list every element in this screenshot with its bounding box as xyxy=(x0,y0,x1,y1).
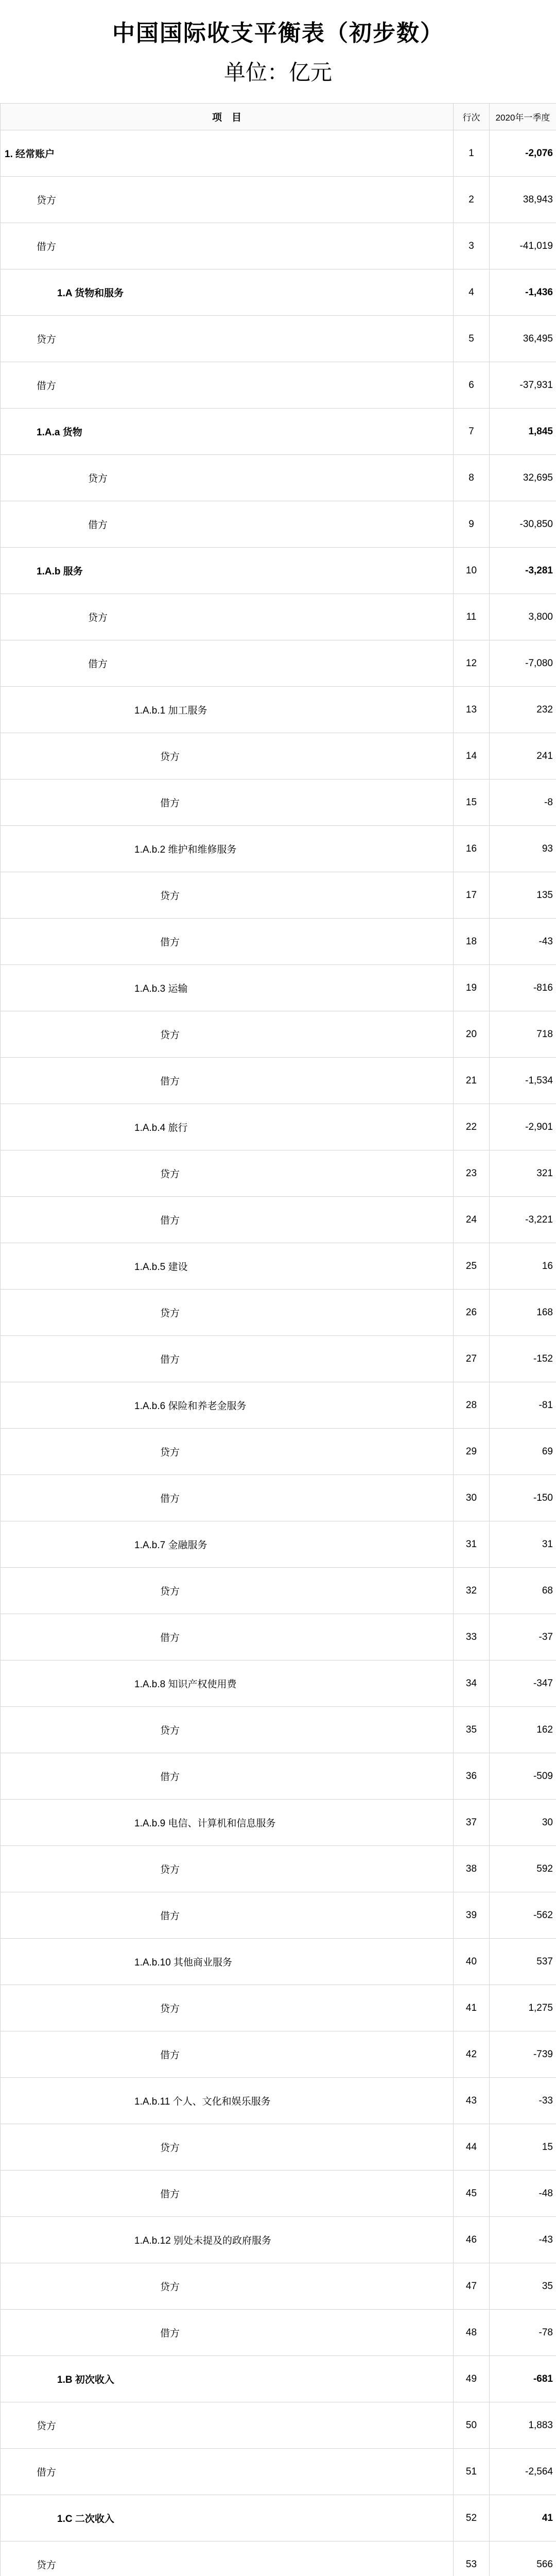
table-row xyxy=(1,1429,556,1475)
row-value: -816 xyxy=(490,965,556,1011)
row-item-label: 借方 xyxy=(1,2031,454,2078)
table-row xyxy=(1,779,556,826)
row-line-number: 11 xyxy=(454,594,490,640)
row-line-number: 19 xyxy=(454,965,490,1011)
row-value: 718 xyxy=(490,1011,556,1058)
row-value: 15 xyxy=(490,2124,556,2171)
row-item-label: 贷方 xyxy=(1,1429,454,1475)
row-value: 38,943 xyxy=(490,177,556,223)
table-row xyxy=(1,2263,556,2310)
row-value: -3,221 xyxy=(490,1197,556,1243)
row-line-number: 29 xyxy=(454,1429,490,1475)
row-value: 32,695 xyxy=(490,455,556,501)
row-line-number: 51 xyxy=(454,2449,490,2495)
row-line-number: 30 xyxy=(454,1475,490,1521)
row-item-label: 贷方 xyxy=(1,594,454,640)
table-row xyxy=(1,594,556,640)
header-value: 2020年一季度 xyxy=(490,104,556,130)
row-value: -3,281 xyxy=(490,548,556,594)
row-item-label: 1.B 初次收入 xyxy=(1,2356,454,2402)
row-line-number: 41 xyxy=(454,1985,490,2031)
table-row xyxy=(1,316,556,362)
table-row xyxy=(1,362,556,409)
table-body xyxy=(1,130,556,2576)
row-item-label: 1.A.b.5 建设 xyxy=(1,1243,454,1290)
row-item-label: 借方 xyxy=(1,1475,454,1521)
table-row xyxy=(1,1660,556,1707)
row-line-number: 4 xyxy=(454,269,490,316)
table-row xyxy=(1,1336,556,1382)
row-value: 241 xyxy=(490,733,556,779)
row-item-label: 1.A.b.11 个人、文化和娱乐服务 xyxy=(1,2078,454,2124)
row-line-number: 26 xyxy=(454,1290,490,1336)
table-row xyxy=(1,1846,556,1892)
row-item-label: 1.A.b.12 别处未提及的政府服务 xyxy=(1,2217,454,2263)
row-value: 3,800 xyxy=(490,594,556,640)
row-item-label: 借方 xyxy=(1,779,454,826)
table-row xyxy=(1,640,556,687)
row-line-number: 48 xyxy=(454,2310,490,2356)
table-row xyxy=(1,1243,556,1290)
row-item-label: 借方 xyxy=(1,2171,454,2217)
table-row xyxy=(1,1011,556,1058)
table-row xyxy=(1,2356,556,2402)
row-value: -37 xyxy=(490,1614,556,1660)
row-value: 1,845 xyxy=(490,409,556,455)
table-row xyxy=(1,455,556,501)
row-item-label: 借方 xyxy=(1,501,454,548)
row-line-number: 35 xyxy=(454,1707,490,1753)
table-row xyxy=(1,1614,556,1660)
row-value: -41,019 xyxy=(490,223,556,269)
row-item-label: 1.A.b.6 保险和养老金服务 xyxy=(1,1382,454,1429)
row-item-label: 贷方 xyxy=(1,1568,454,1614)
table-row xyxy=(1,826,556,872)
row-line-number: 37 xyxy=(454,1800,490,1846)
row-item-label: 1.A.b.9 电信、计算机和信息服务 xyxy=(1,1800,454,1846)
table-row xyxy=(1,687,556,733)
row-item-label: 1.A.b.2 维护和维修服务 xyxy=(1,826,454,872)
row-item-label: 贷方 xyxy=(1,1290,454,1336)
row-line-number: 50 xyxy=(454,2402,490,2449)
row-value: -33 xyxy=(490,2078,556,2124)
row-line-number: 16 xyxy=(454,826,490,872)
row-value: 16 xyxy=(490,1243,556,1290)
row-item-label: 借方 xyxy=(1,362,454,409)
row-item-label: 贷方 xyxy=(1,1011,454,1058)
row-item-label: 1.A.b.3 运输 xyxy=(1,965,454,1011)
row-line-number: 43 xyxy=(454,2078,490,2124)
table-row xyxy=(1,177,556,223)
row-value: 168 xyxy=(490,1290,556,1336)
table-row xyxy=(1,919,556,965)
table-row xyxy=(1,409,556,455)
table-row xyxy=(1,965,556,1011)
row-item-label: 1.A.b.7 金融服务 xyxy=(1,1521,454,1568)
row-value: 162 xyxy=(490,1707,556,1753)
row-item-label: 贷方 xyxy=(1,872,454,919)
table-row xyxy=(1,1707,556,1753)
row-value: -48 xyxy=(490,2171,556,2217)
row-value: -43 xyxy=(490,919,556,965)
row-line-number: 31 xyxy=(454,1521,490,1568)
row-item-label: 贷方 xyxy=(1,455,454,501)
row-value: 36,495 xyxy=(490,316,556,362)
row-line-number: 21 xyxy=(454,1058,490,1104)
table-row xyxy=(1,1892,556,1939)
row-value: -681 xyxy=(490,2356,556,2402)
row-line-number: 24 xyxy=(454,1197,490,1243)
row-item-label: 贷方 xyxy=(1,1985,454,2031)
table-row xyxy=(1,548,556,594)
row-item-label: 借方 xyxy=(1,640,454,687)
row-line-number: 38 xyxy=(454,1846,490,1892)
row-item-label: 贷方 xyxy=(1,2263,454,2310)
row-line-number: 1 xyxy=(454,130,490,177)
row-line-number: 32 xyxy=(454,1568,490,1614)
row-line-number: 33 xyxy=(454,1614,490,1660)
row-line-number: 45 xyxy=(454,2171,490,2217)
table-row xyxy=(1,501,556,548)
row-line-number: 36 xyxy=(454,1753,490,1800)
row-line-number: 47 xyxy=(454,2263,490,2310)
row-item-label: 1.A.b.4 旅行 xyxy=(1,1104,454,1150)
table-header-row xyxy=(1,104,556,130)
table-row xyxy=(1,1475,556,1521)
row-item-label: 贷方 xyxy=(1,1707,454,1753)
row-value: -78 xyxy=(490,2310,556,2356)
table-row xyxy=(1,2031,556,2078)
table-row xyxy=(1,2124,556,2171)
row-line-number: 6 xyxy=(454,362,490,409)
row-value: 537 xyxy=(490,1939,556,1985)
row-item-label: 借方 xyxy=(1,223,454,269)
row-line-number: 25 xyxy=(454,1243,490,1290)
row-item-label: 贷方 xyxy=(1,1150,454,1197)
row-line-number: 23 xyxy=(454,1150,490,1197)
row-item-label: 借方 xyxy=(1,919,454,965)
row-value: -562 xyxy=(490,1892,556,1939)
row-item-label: 贷方 xyxy=(1,1846,454,1892)
row-item-label: 借方 xyxy=(1,1614,454,1660)
row-value: -2,076 xyxy=(490,130,556,177)
table-row xyxy=(1,269,556,316)
row-value: 592 xyxy=(490,1846,556,1892)
row-item-label: 贷方 xyxy=(1,316,454,362)
row-item-label: 贷方 xyxy=(1,2124,454,2171)
row-value: -347 xyxy=(490,1660,556,1707)
row-line-number: 22 xyxy=(454,1104,490,1150)
row-line-number: 49 xyxy=(454,2356,490,2402)
row-item-label: 1.A.b.8 知识产权使用费 xyxy=(1,1660,454,1707)
row-line-number: 27 xyxy=(454,1336,490,1382)
row-value: 30 xyxy=(490,1800,556,1846)
table-row xyxy=(1,1985,556,2031)
row-line-number: 8 xyxy=(454,455,490,501)
table-row xyxy=(1,733,556,779)
row-line-number: 34 xyxy=(454,1660,490,1707)
row-value: 321 xyxy=(490,1150,556,1197)
table-row xyxy=(1,1104,556,1150)
row-line-number: 46 xyxy=(454,2217,490,2263)
row-item-label: 贷方 xyxy=(1,2541,454,2576)
table-row xyxy=(1,2402,556,2449)
row-item-label: 1.A 货物和服务 xyxy=(1,269,454,316)
row-item-label: 贷方 xyxy=(1,2402,454,2449)
row-value: -30,850 xyxy=(490,501,556,548)
row-item-label: 借方 xyxy=(1,1058,454,1104)
balance-of-payments-table xyxy=(0,103,556,2576)
row-item-label: 1.A.a 货物 xyxy=(1,409,454,455)
table-row xyxy=(1,1939,556,1985)
row-value: 69 xyxy=(490,1429,556,1475)
row-item-label: 借方 xyxy=(1,2449,454,2495)
page-title: 中国国际收支平衡表（初步数） xyxy=(112,21,444,46)
row-line-number: 5 xyxy=(454,316,490,362)
row-value: -1,534 xyxy=(490,1058,556,1104)
table-row xyxy=(1,130,556,177)
row-item-label: 1.A.b.10 其他商业服务 xyxy=(1,1939,454,1985)
row-value: -739 xyxy=(490,2031,556,2078)
row-value: 135 xyxy=(490,872,556,919)
header-line: 行次 xyxy=(454,104,490,130)
row-item-label: 1.A.b.1 加工服务 xyxy=(1,687,454,733)
table-row xyxy=(1,1382,556,1429)
row-value: 232 xyxy=(490,687,556,733)
row-item-label: 1. 经常账户 xyxy=(1,130,454,177)
row-value: -150 xyxy=(490,1475,556,1521)
row-item-label: 借方 xyxy=(1,1197,454,1243)
row-value: -37,931 xyxy=(490,362,556,409)
row-line-number: 13 xyxy=(454,687,490,733)
row-value: 68 xyxy=(490,1568,556,1614)
row-value: -1,436 xyxy=(490,269,556,316)
row-value: 41 xyxy=(490,2495,556,2541)
row-value: -81 xyxy=(490,1382,556,1429)
row-line-number: 53 xyxy=(454,2541,490,2576)
row-line-number: 12 xyxy=(454,640,490,687)
row-item-label: 借方 xyxy=(1,1892,454,1939)
row-line-number: 3 xyxy=(454,223,490,269)
table-row xyxy=(1,1150,556,1197)
row-value: 1,275 xyxy=(490,1985,556,2031)
table-row xyxy=(1,1800,556,1846)
table-row xyxy=(1,1197,556,1243)
table-row xyxy=(1,2541,556,2576)
row-item-label: 借方 xyxy=(1,1753,454,1800)
row-value: -2,901 xyxy=(490,1104,556,1150)
table-row xyxy=(1,1753,556,1800)
row-line-number: 40 xyxy=(454,1939,490,1985)
table-row xyxy=(1,223,556,269)
row-value: -43 xyxy=(490,2217,556,2263)
row-line-number: 15 xyxy=(454,779,490,826)
row-item-label: 借方 xyxy=(1,1336,454,1382)
row-item-label: 贷方 xyxy=(1,733,454,779)
unit-label: 单位：亿元 xyxy=(223,60,332,84)
row-line-number: 2 xyxy=(454,177,490,223)
row-item-label: 1.C 二次收入 xyxy=(1,2495,454,2541)
row-line-number: 14 xyxy=(454,733,490,779)
row-item-label: 贷方 xyxy=(1,177,454,223)
row-line-number: 52 xyxy=(454,2495,490,2541)
row-value: 1,883 xyxy=(490,2402,556,2449)
row-value: 93 xyxy=(490,826,556,872)
row-value: -2,564 xyxy=(490,2449,556,2495)
row-line-number: 39 xyxy=(454,1892,490,1939)
row-line-number: 10 xyxy=(454,548,490,594)
table-row xyxy=(1,2449,556,2495)
row-line-number: 7 xyxy=(454,409,490,455)
table-row xyxy=(1,2310,556,2356)
table-row xyxy=(1,2495,556,2541)
row-line-number: 17 xyxy=(454,872,490,919)
row-item-label: 借方 xyxy=(1,2310,454,2356)
table-row xyxy=(1,1568,556,1614)
row-value: -509 xyxy=(490,1753,556,1800)
row-value: 31 xyxy=(490,1521,556,1568)
header-item: 项 目 xyxy=(1,104,454,130)
row-item-label: 1.A.b 服务 xyxy=(1,548,454,594)
table-row xyxy=(1,2217,556,2263)
table-row xyxy=(1,2171,556,2217)
row-line-number: 44 xyxy=(454,2124,490,2171)
row-value: -152 xyxy=(490,1336,556,1382)
table-row xyxy=(1,872,556,919)
table-row xyxy=(1,1521,556,1568)
table-row xyxy=(1,2078,556,2124)
row-value: 566 xyxy=(490,2541,556,2576)
row-line-number: 42 xyxy=(454,2031,490,2078)
row-line-number: 20 xyxy=(454,1011,490,1058)
row-value: -8 xyxy=(490,779,556,826)
table-row xyxy=(1,1290,556,1336)
row-line-number: 28 xyxy=(454,1382,490,1429)
row-value: -7,080 xyxy=(490,640,556,687)
row-line-number: 9 xyxy=(454,501,490,548)
row-line-number: 18 xyxy=(454,919,490,965)
row-value: 35 xyxy=(490,2263,556,2310)
table-row xyxy=(1,1058,556,1104)
